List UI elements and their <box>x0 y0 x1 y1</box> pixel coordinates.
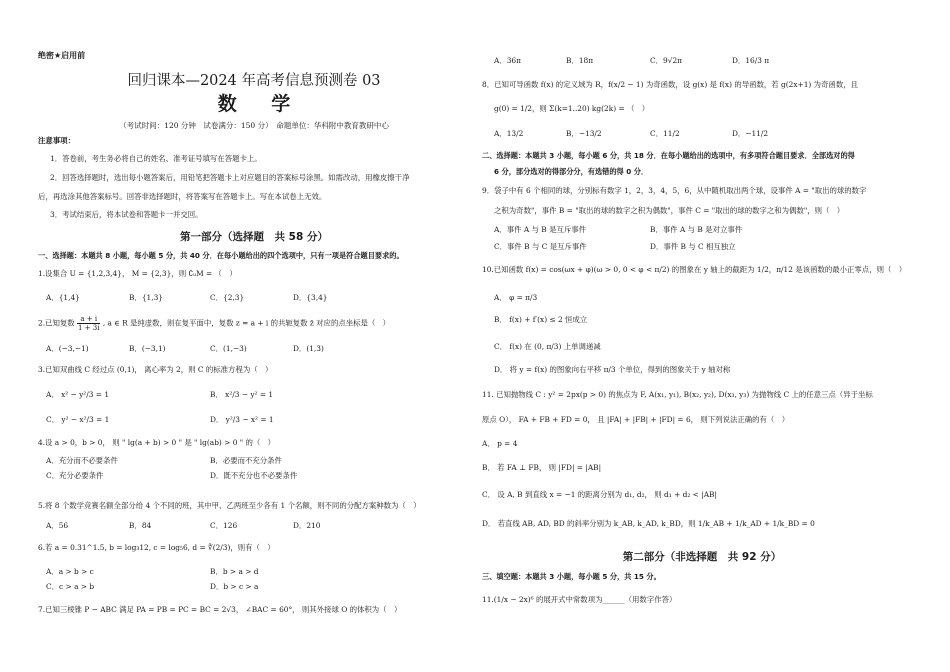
question-10-option-a: A． φ = π/3 <box>494 293 538 302</box>
section3-heading: 三、填空题：本题共 3 小题，每小题 5 分，共 15 分。 <box>482 572 661 581</box>
question-5-option-b: B．84 <box>129 521 152 530</box>
question-1-option-c: C．{2,3} <box>210 293 245 302</box>
question-4-option-d: D．既不充分也不必要条件 <box>210 471 298 480</box>
exam-info: （考试时间：120 分钟 试卷满分：150 分） 命题单位：华科附中教育教研中心 <box>119 121 389 130</box>
question-9-option-a: A．事件 A 与 B 是互斥事件 <box>494 225 587 234</box>
question-7-option-d: D．16/3 π <box>732 56 770 65</box>
question-1-stem: 1.设集合 U = {1,2,3,4}， M = {2,3}，则 ∁ᵤM = （ ） <box>38 269 237 278</box>
question-3-option-d: D． y²/3 − x² = 1 <box>210 415 274 424</box>
question-11-option-b: B． 若 FA ⊥ FB， 则 |FD| = |AB| <box>482 463 602 472</box>
question-3-option-b: B． x²/3 − y² = 1 <box>210 390 274 399</box>
question-10-option-d: D． 将 y = f(x) 的图象向右平移 π/3 个单位，得到的图象关于 y 轴对称 <box>494 365 731 374</box>
question-10-stem: 10.已知函数 f(x) = cos(ωx + φ)(ω > 0, 0 < φ < π/2) 的图象在 y 轴上的截距为 1/2，π/12 是该函数的最小正零点，则（ ） <box>482 265 907 274</box>
question-6-option-a: A．a > b > c <box>46 567 94 576</box>
question-8-line-2: g(0) = 1/2，则 Σ(k=1..20) kg(2k) = （ ） <box>494 104 650 113</box>
question-2-stem-a: 2.已知复数 <box>38 318 75 328</box>
question-11-line-2: 原点 O）， FA + FB + FD = 0， 且 |FA| + |FB| + |FD| = 6， 则下列说法正确的有（ ） <box>482 415 790 424</box>
question-2-option-d: D．(1,3) <box>293 344 324 353</box>
question-7-stem: 7.已知三棱锥 P − ABC 满足 PA = PB = PC = BC = 2√3， ∠BAC = 60°， 则其外接球 O 的体积为（ ） <box>38 605 402 614</box>
question-10-option-b: B． f(x) + f′(x) ≤ 2 恒成立 <box>494 315 588 324</box>
question-2-fraction <box>77 315 100 332</box>
note-item: 后，再选涂其他答案标号。回答非选择题时，将答案写在答题卡上。写在本试卷上无效。 <box>38 192 327 201</box>
question-8-option-a: A．13/2 <box>494 129 524 138</box>
notes-heading: 注意事项： <box>38 136 75 145</box>
question-5-option-c: C．126 <box>210 521 238 530</box>
question-6-stem: 6.若 a = 0.31^1.5, b = log₃12, c = log₅6, d = ∜(2/3)，则有（ ） <box>38 543 275 552</box>
question-8-option-c: C．11/2 <box>650 129 680 138</box>
question-1-option-b: B．{1,3} <box>129 293 163 302</box>
part1-title: 第一部分（选择题 共 58 分） <box>180 231 328 243</box>
question-1-option-d: D．{3,4} <box>293 293 328 302</box>
question-11-option-c: C． 设 A, B 到直线 x = −1 的距离分别为 d₁, d₂， 则 d₁ + d₂ < |AB| <box>482 490 717 499</box>
question-3-option-c: C． y² − x²/3 = 1 <box>46 415 110 424</box>
note-item: 2．回答选择题时，选出每小题答案后，用铅笔把答题卡上对应题目的答案标号涂黑。如需改动，用橡皮擦干净 <box>50 173 410 182</box>
question-11-option-a: A． p = 4 <box>482 439 518 448</box>
question-4-option-c: C．充分必要条件 <box>46 471 104 480</box>
question-11-option-d: D． 若直线 AB, AD, BD 的斜率分别为 k_AB, k_AD, k_BD，则 1/k_AB + 1/k_AD + 1/k_BD = 0 <box>482 519 815 528</box>
secret-label: 绝密★启用前 <box>38 51 86 60</box>
subject-title: 数 学 <box>217 93 305 115</box>
question-9-option-c: C．事件 B 与 C 是互斥事件 <box>494 242 587 251</box>
question-10-option-c: C． f(x) 在 (0, π/3) 上单调递减 <box>494 342 601 351</box>
question-7-option-b: B．18π <box>566 56 594 65</box>
note-item: 1．答卷前，考生务必将自己的姓名、准考证号填写在答题卡上。 <box>50 154 262 163</box>
question-5-option-a: A．56 <box>46 521 69 530</box>
question-6-option-b: B．b > a > d <box>210 567 259 576</box>
question-4-option-a: A．充分而不必要条件 <box>46 456 118 465</box>
part2-title: 第二部分（非选择题 共 92 分） <box>622 551 782 563</box>
question-6-option-d: D．b > c > a <box>210 582 259 591</box>
question-2-denominator: 1 + 3i <box>77 324 100 332</box>
question-8-option-d: D．−11/2 <box>732 129 769 138</box>
question-8-line-1: 8．已知可导函数 f(x) 的定义域为 R，f(x/2 − 1) 为奇函数，设 g(x) 是 f(x) 的导函数，若 g(2x+1) 为奇函数，且 <box>482 80 858 89</box>
question-2-numerator: a + i <box>77 315 100 324</box>
question-11-line-1: 11. 已知抛物线 C : y² = 2px(p > 0) 的焦点为 F, A(x₁, y₁), B(x₂, y₂), D(x₃, y₃) 为抛物线 C 上的任意三点（异于坐标 <box>482 390 873 399</box>
question-5-stem: 5.将 8 个数学竞赛名额全部分给 4 个不同的班，其中甲、乙两班至少各有 1 个名额，则不同的分配方案种数为（ ） <box>38 501 421 510</box>
question-2-stem <box>38 315 390 332</box>
section1-heading: 一、选择题：本题共 8 小题，每小题 5 分，共 40 分．在每小题给出的四个选项中，只有一项是符合题目要求的。 <box>38 251 404 260</box>
question-2-option-a: A．(−3,−1) <box>46 344 89 353</box>
exam-title: 回归课本—2024 年高考信息预测卷 03 <box>127 73 381 89</box>
question-6-option-c: C．c > a > b <box>46 582 95 591</box>
question-7-option-a: A．36π <box>494 56 521 65</box>
question-4-option-b: B．必要而不充分条件 <box>210 456 282 465</box>
question-7-option-c: C．9√2π <box>650 56 683 65</box>
question-9-option-d: D．事件 B 与 C 相互独立 <box>650 242 736 251</box>
section2-heading-line-2: 6 分，部分选对的得部分分，有选错的得 0 分． <box>494 167 649 176</box>
fill-question-11: 11.(1/x − 2x)⁶ 的展开式中常数项为______（用数字作答） <box>482 595 677 604</box>
question-2-option-c: C．(1,−3) <box>210 344 247 353</box>
question-5-option-d: D．210 <box>293 521 321 530</box>
question-4-stem: 4.设 a > 0，b > 0， 则 " lg(a + b) > 0 " 是 " lg(ab) > 0 " 的（ ） <box>38 438 276 447</box>
question-9-line-1: 9．袋子中有 6 个相同的球，分别标有数字 1，2，3，4，5，6，从中随机取出两个球，设事件 A = "取出的球的数字 <box>482 186 867 195</box>
question-9-line-2: 之积为奇数"，事件 B = "取出的球的数字之积为偶数"，事件 C = "取出的球的数字之和为偶数"，则（ ） <box>494 206 845 215</box>
question-1-option-a: A．{1,4} <box>46 293 80 302</box>
question-3-option-a: A． x² − y²/3 = 1 <box>46 390 110 399</box>
question-2-stem-b: , a ∈ R 是纯虚数，则在复平面中，复数 z = a + i 的共轭复数 z̄ 对应的点坐标是（ ） <box>102 318 391 328</box>
question-3-stem: 3.已知双曲线 C 经过点 (0,1)， 离心率为 2，则 C 的标准方程为（ ） <box>38 365 273 374</box>
question-9-option-b: B．事件 A 与 B 是对立事件 <box>650 225 743 234</box>
question-2-option-b: B．(−3,1) <box>129 344 166 353</box>
note-item: 3．考试结束后，将本试卷和答题卡一并交回。 <box>50 210 203 219</box>
question-8-option-b: B．−13/2 <box>566 129 602 138</box>
section2-heading-line-1: 二、选择题：本题共 3 小题，每小题 6 分，共 18 分．在每小题给出的选项中，有多项符合题目要求．全部选对的得 <box>482 151 855 160</box>
